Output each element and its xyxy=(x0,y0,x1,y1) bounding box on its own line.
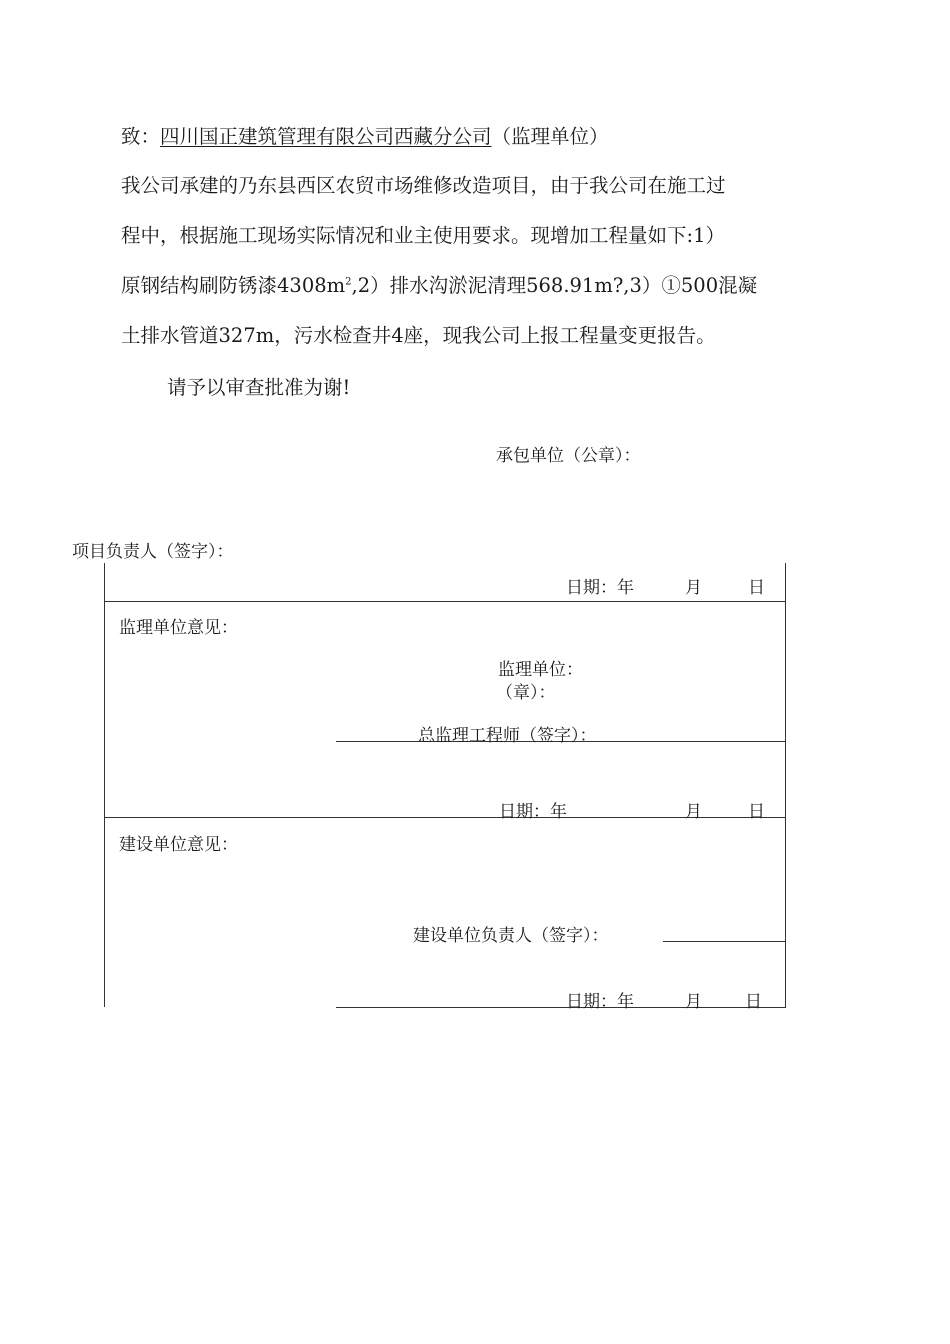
body-line-2: 程中，根据施工现场实际情况和业主使用要求。现增加工程量如下:1） xyxy=(121,224,725,247)
section2-date-label: 日期：年 xyxy=(499,802,567,822)
section1-month-label: 月 xyxy=(685,578,702,598)
body-line-4: 土排水管道327m，污水检查井4座，现我公司上报工程量变更报告。 xyxy=(121,324,716,347)
body-line-3-part-a: 原钢结构刷防锈漆4308m xyxy=(121,274,346,297)
approval-request: 请予以审查批准为谢! xyxy=(167,376,351,399)
section3-month-label: 月 xyxy=(685,992,702,1012)
builder-opinion-title: 建设单位意见： xyxy=(119,835,238,855)
section3-day-label: 日 xyxy=(745,992,762,1012)
body-line-3 xyxy=(121,270,757,298)
body-line-1: 我公司承建的乃东县西区农贸市场维修改造项目，由于我公司在施工过 xyxy=(121,174,726,197)
section2-day-label: 日 xyxy=(748,802,765,822)
section3-date-label: 日期：年 xyxy=(566,992,634,1012)
addressee-company: 四川国正建筑管理有限公司西藏分公司 xyxy=(160,125,492,148)
addressee-line xyxy=(121,121,609,149)
supervision-opinion-title: 监理单位意见： xyxy=(119,618,238,638)
section1-day-label: 日 xyxy=(748,578,765,598)
form-left-border xyxy=(104,563,105,1007)
section1-date-label: 日期：年 xyxy=(566,578,634,598)
supervision-unit-label: 监理单位： xyxy=(498,660,583,680)
supervision-seal-label: （章）： xyxy=(496,683,556,703)
body-line-3-part-b: ,2）排水沟淤泥清理568.91m?,3）①500混凝 xyxy=(351,274,758,297)
builder-signature-line xyxy=(663,941,786,942)
divider-2 xyxy=(104,817,786,818)
divider-1 xyxy=(104,601,786,602)
builder-lead-label: 建设单位负责人（签字）： xyxy=(413,926,609,946)
form-bottom-line xyxy=(336,1007,786,1008)
section2-month-label: 月 xyxy=(685,802,702,822)
chief-engineer-label: 总监理工程师（签字）： xyxy=(418,726,597,746)
to-label: 致： xyxy=(121,125,161,148)
superscript-2: 2 xyxy=(345,276,352,288)
project-lead-label: 项目负责人（签字）： xyxy=(72,542,234,562)
contractor-seal-label: 承包单位（公章）： xyxy=(496,446,641,466)
addressee-role: （监理单位） xyxy=(491,125,609,148)
